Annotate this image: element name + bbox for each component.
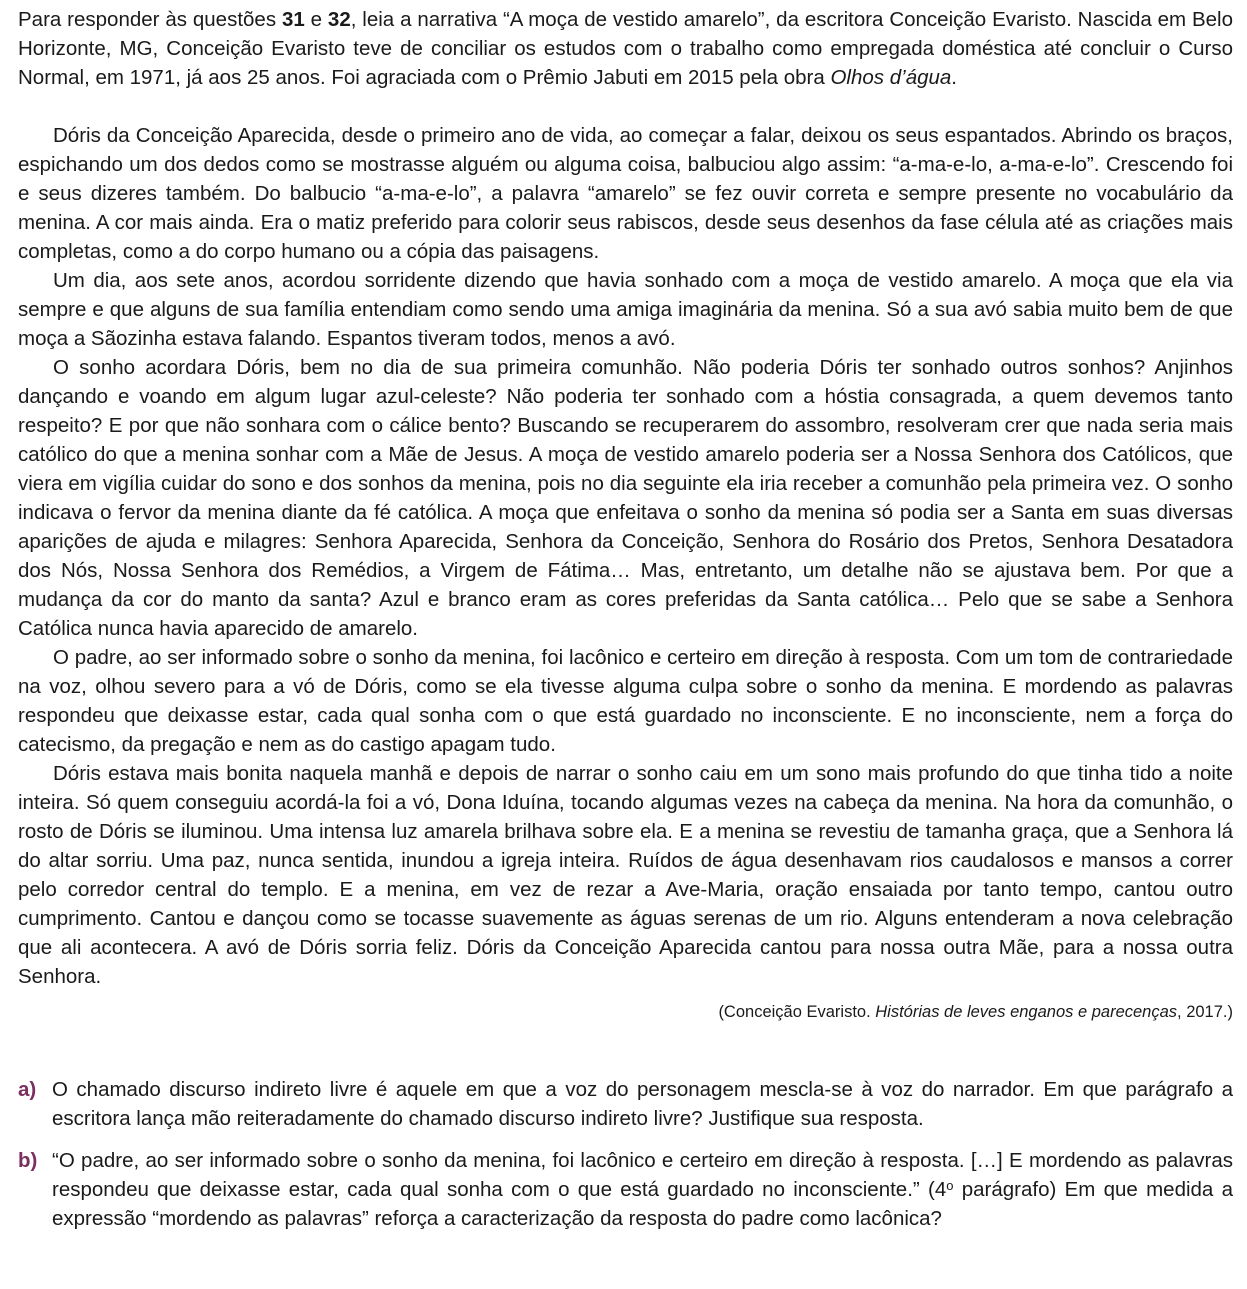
narrative-paragraph-2: Um dia, aos sete anos, acordou sorridente dizendo que havia sonhado com a moça de vestido amarelo. A moça que ela via sempre e que alguns de sua família entendiam como sendo uma amiga imaginária da menina. Só a sua avó sabia muito bem de que moça a Sãozinha estava falando. Espantos tiveram todos, menos a avó. (18, 269, 1233, 350)
question-a (18, 1075, 1233, 1133)
intro-paragraph (18, 5, 1233, 92)
ordinal-indicator: o (946, 1178, 954, 1193)
question-a-text: O chamado discurso indireto livre é aquele em que a voz do personagem mescla-se à voz do narrador. Em que parágrafo a escritora lança mão reiteradamente do chamado discurso indireto livre? Justifique sua resposta. (52, 1078, 1233, 1130)
source-open: (Conceição Evaristo. (718, 1003, 876, 1021)
intro-text-2: e (304, 8, 328, 31)
question-b-text (52, 1146, 1233, 1233)
intro-text-3: , leia a narrativa “A moça de vestido amarelo”, da escritora Conceição Evaristo. Nascida em Belo Horizonte, MG, Conceição Evaristo teve de conciliar os estudos com o trabalho como empregada doméstica até concluir o Curso Normal, em 1971, já aos 25 anos. Foi agraciada com o Prêmio Jabuti em 2015 pela obra (18, 8, 1233, 89)
question-a-letter: a) (18, 1078, 37, 1101)
document-page (18, 5, 1233, 1246)
question-b-text-before: “O padre, ao ser informado sobre o sonho da menina, foi lacônico e certeiro em direção à resposta. […] E mordendo as palavras respondeu que deixasse estar, cada qual sonha com o que está guardado no inconsciente.” (4 (52, 1149, 1233, 1201)
narrative-paragraph-4: O padre, ao ser informado sobre o sonho da menina, foi lacônico e certeiro em direção à resposta. Com um tom de contrariedade na voz, olhou severo para a vó de Dóris, como se ela tivesse alguma culpa sobre o sonho da menina. E mordendo as palavras respondeu que deixasse estar, cada qual sonha com o que está guardado no inconsciente. E no inconsciente, nem a força do catecismo, da pregação e nem as do castigo apagam tudo. (18, 646, 1233, 756)
narrative-text (18, 121, 1233, 991)
source-book-title: Histórias de leves enganos e parecenças (875, 1003, 1178, 1021)
source-close: , 2017.) (1177, 1003, 1233, 1021)
narrative-paragraph-3: O sonho acordara Dóris, bem no dia de sua primeira comunhão. Não poderia Dóris ter sonhado outros sonhos? Anjinhos dançando e voando em algum lugar azul-celeste? Não poderia ter sonhado com a hóstia consagrada, a quem devemos tanto respeito? E por que não sonhara com o cálice bento? Buscando se recuperarem do assombro, resolveram crer que nada seria mais católico do que a menina sonhar com a Mãe de Jesus. A moça de vestido amarelo poderia ser a Nossa Senhora dos Católicos, que viera em vigília cuidar do sono e dos sonhos da menina, pois no dia seguinte ela iria receber a comunhão pela primeira vez. O sonho indicava o fervor da menina diante da fé católica. A moça que enfeitava o sonho da menina só podia ser a Santa em suas diversas aparições de ajuda e milagres: Senhora Aparecida, Senhora da Conceição, Senhora do Rosário dos Pretos, Senhora Desatadora dos Nós, Nossa Senhora dos Remédios, a Virgem de Fátima… Mas, entretanto, um detalhe não se ajustava bem. Por que a mudança da cor do manto da santa? Azul e branco eram as cores preferidas da Santa católica… Pelo que se sabe a Senhora Católica nunca havia aparecido de amarelo. (18, 356, 1233, 640)
question-number-31: 31 (281, 8, 305, 31)
question-b-text-after: parágrafo) Em que medida a expressão “mordendo as palavras” reforça a caracterização da resposta do padre como lacônica? (52, 1178, 1233, 1230)
intro-text-1: Para responder às questões (18, 8, 282, 31)
source-citation (18, 1001, 1233, 1023)
narrative-paragraph-5: Dóris estava mais bonita naquela manhã e depois de narrar o sonho caiu em um sono mais profundo do que tinha tido a noite inteira. Só quem conseguiu acordá-la foi a vó, Dona Iduína, tocando algumas vezes na cabeça da menina. Na hora da comunhão, o rosto de Dóris se iluminou. Uma intensa luz amarela brilhava sobre ela. E a menina se revestiu de tamanha graça, que a Senhora lá do altar sorriu. Uma paz, nunca sentida, inundou a igreja inteira. Ruídos de água desenhavam rios caudalosos e mansos a correr pelo corredor central do templo. E a menina, em vez de rezar a Ave-Maria, oração ensaiada por tanto tempo, cantou outro cumprimento. Cantou e dançou como se tocasse suavemente as águas serenas de um rio. Alguns entenderam a nova celebração que ali acontecera. A avó de Dóris sorria feliz. Dóris da Conceição Aparecida cantou para nossa outra Mãe, para a nossa outra Senhora. (18, 762, 1233, 988)
question-b-letter: b) (18, 1149, 38, 1172)
questions-section (18, 1075, 1233, 1233)
book-title: Olhos d’água (830, 66, 952, 89)
question-b (18, 1146, 1233, 1233)
narrative-paragraph-1: Dóris da Conceição Aparecida, desde o primeiro ano de vida, ao começar a falar, deixou os seus espantados. Abrindo os braços, espichando um dos dedos como se mostrasse alguém ou alguma coisa, balbuciou algo assim: “a-ma-e-lo, a-ma-e-lo”. Crescendo foi e seus dizeres também. Do balbucio “a-ma-e-lo”, a palavra “amarelo” se fez ouvir correta e sempre presente no vocabulário da menina. A cor mais ainda. Era o matiz preferido para colorir seus rabiscos, desde seus desenhos da fase célula até as criações mais completas, como a do corpo humano ou a cópia das paisagens. (18, 124, 1233, 263)
question-number-32: 32 (327, 8, 351, 31)
intro-text-4: . (951, 66, 957, 89)
